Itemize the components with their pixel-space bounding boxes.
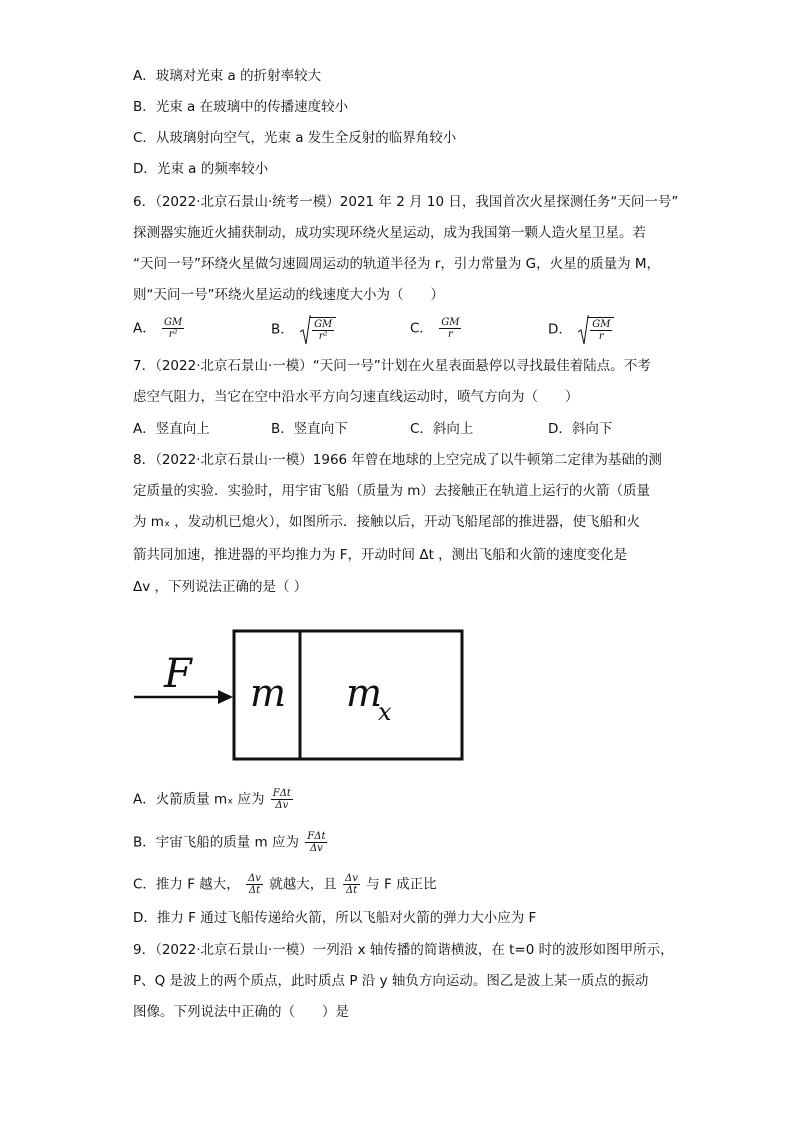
q8-stem-line4: 箭共同加速，推进器的平均推力为 F，开动时间 Δt ，测出飞船和火箭的速度变化是 bbox=[133, 547, 628, 563]
q7-options bbox=[133, 419, 633, 439]
q9-stem-line1: 9．（2022·北京石景山·一模）一列沿 x 轴传播的简谐横波，在 t=0 时的波形如图甲所示， bbox=[133, 942, 674, 958]
q6-stem-line2: 探测器实施近火捕获制动，成功实现环绕火星运动，成为我国第一颗人造火星卫星。若 bbox=[133, 225, 646, 241]
ship-mass-label: m bbox=[250, 671, 287, 715]
q6-option-b-sqrt: $\frac{GM}{\text{r²}}$ bbox=[300, 317, 336, 342]
q6-option-d-sqrt: $\frac{GM}{r}$ bbox=[578, 317, 614, 342]
q9-stem-line3: 图像。下列说法中正确的（ ）是 bbox=[133, 1004, 349, 1020]
q8-figure bbox=[130, 625, 470, 765]
q7-stem-line2: 虑空气阻力，当它在空中沿水平方向匀速直线运动时，喷气方向为（ ） bbox=[133, 389, 579, 405]
q6-stem-line3: “天问一号”环绕火星做匀速圆周运动的轨道半径为 r，引力常量为 G，火星的质量为 M， bbox=[133, 256, 661, 272]
q6-option-c: C． $\frac{GM}{r}$ bbox=[410, 317, 460, 340]
q8-option-d: D．推力 F 通过飞船传递给火箭，所以飞船对火箭的弹力大小应为 F bbox=[133, 910, 537, 926]
q9-stem-line2: P、Q 是波上的两个质点，此时质点 P 沿 y 轴负方向运动。图乙是波上某一质点的振动 bbox=[133, 973, 649, 989]
q6-option-a-fraction: $\frac{GM}{\text{r²}}$ bbox=[164, 317, 183, 340]
q8-option-c: C．推力 F 越大， $\frac{\Delta v}{\Delta t}$ 就越大，且 $\frac{\Delta v}{\Delta t}$ 与 F 成正比 bbox=[133, 873, 437, 896]
q6-options bbox=[133, 317, 633, 345]
q5-option-a: A．玻璃对光束 a 的折射率较大 bbox=[133, 68, 322, 84]
force-label: F bbox=[164, 651, 192, 697]
q7-option-d: D．斜向下 bbox=[548, 421, 613, 437]
q6-option-b: B． $\frac{GM}{\text{r²}}$ bbox=[271, 317, 336, 342]
rocket-mass-label: m bbox=[346, 671, 383, 715]
q6-option-c-fraction: $\frac{GM}{r}$ bbox=[441, 317, 460, 340]
q8-stem-line3: 为 mₓ ，发动机已熄火），如图所示．接触以后，开动飞船尾部的推进器，使飞船和火 bbox=[133, 514, 640, 530]
q8-stem-line5: Δv ，下列说法正确的是（ ） bbox=[133, 579, 308, 595]
q8-option-a: A．火箭质量 mₓ 应为 $\frac{\text{FΔt}}{\Delta v}$ bbox=[133, 788, 291, 811]
q8-option-c-fraction-2: $\frac{\Delta v}{\Delta t}$ bbox=[345, 873, 358, 896]
q8-option-b-fraction: $\frac{\text{FΔt}}{\Delta v}$ bbox=[307, 831, 326, 854]
q6-option-d: D． $\frac{GM}{r}$ bbox=[548, 317, 614, 342]
q6-stem-line1: 6．（2022·北京石景山·统考一模）2021 年 2 月 10 日，我国首次火星探测任务“天问一号” bbox=[133, 194, 679, 210]
q8-option-a-fraction: $\frac{\text{FΔt}}{\Delta v}$ bbox=[272, 788, 291, 811]
q6-stem-line4: 则“天问一号”环绕火星运动的线速度大小为（ ） bbox=[133, 287, 444, 303]
rocket-mass-subscript: x bbox=[378, 698, 392, 726]
force-arrow-head bbox=[218, 690, 233, 704]
q8-option-b: B．宇宙飞船的质量 m 应为 $\frac{\text{FΔt}}{\Delta v}$ bbox=[133, 831, 326, 854]
q7-option-a: A．竖直向上 bbox=[133, 421, 210, 437]
q8-stem-line2: 定质量的实验．实验时，用宇宙飞船（质量为 m）去接触正在轨道上运行的火箭（质量 bbox=[133, 483, 650, 499]
q8-option-c-fraction-1: $\frac{\Delta v}{\Delta t}$ bbox=[248, 873, 261, 896]
q5-option-b: B．光束 a 在玻璃中的传播速度较小 bbox=[133, 99, 349, 115]
q7-option-c: C．斜向上 bbox=[410, 421, 474, 437]
q7-stem-line1: 7．（2022·北京石景山·一模）“天问一号”计划在火星表面悬停以寻找最佳着陆点。不考 bbox=[133, 358, 651, 374]
q5-option-c: C．从玻璃射向空气，光束 a 发生全反射的临界角较小 bbox=[133, 130, 457, 146]
q5-option-d: D．光束 a 的频率较小 bbox=[133, 161, 269, 177]
q7-option-b: B．竖直向下 bbox=[271, 421, 348, 437]
q8-stem-line1: 8．（2022·北京石景山·一模）1966 年曾在地球的上空完成了以牛顿第二定律为基础的测 bbox=[133, 452, 662, 468]
q6-option-a: A． $\frac{GM}{\text{r²}}$ bbox=[133, 317, 183, 340]
